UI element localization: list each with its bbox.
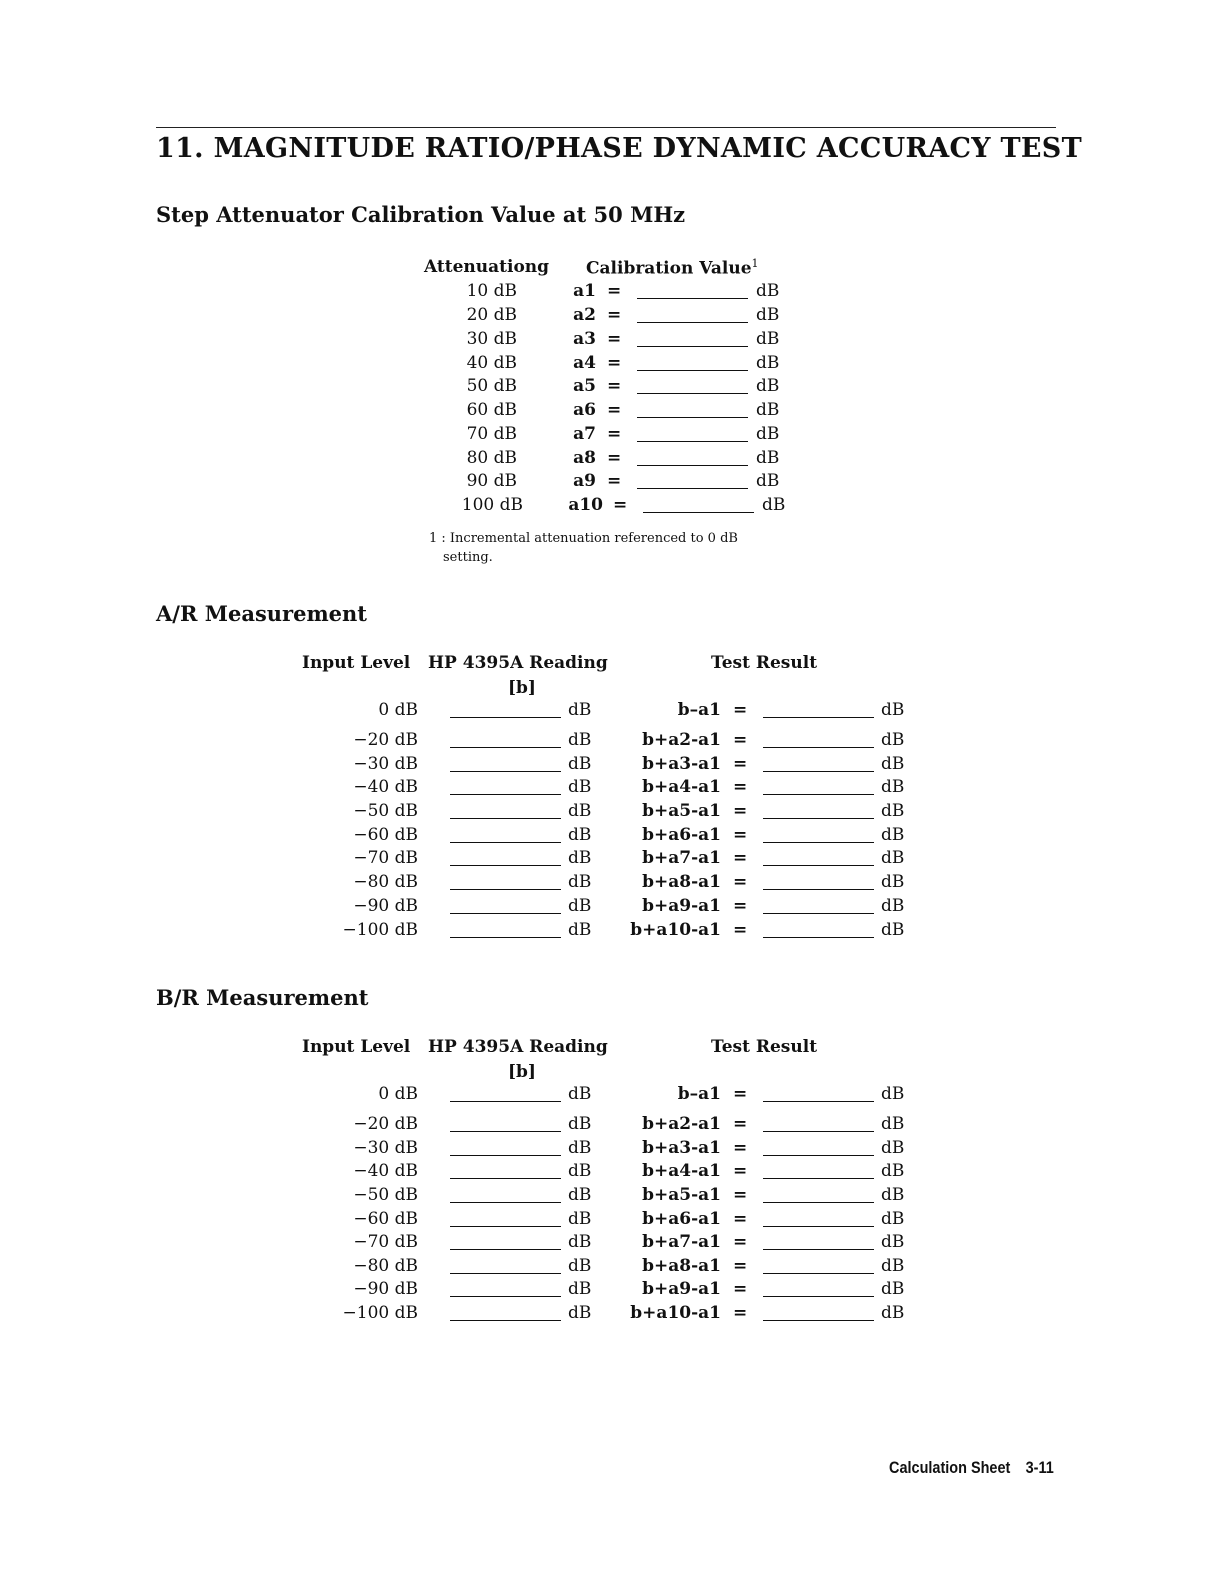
calibration-entry-field[interactable] (637, 465, 748, 466)
calibration-column-header (586, 257, 759, 279)
unit-label: dB (756, 471, 780, 491)
result-unit: dB (881, 1084, 905, 1104)
equals-sign: = (733, 872, 748, 892)
input-level: −100 dB (342, 920, 418, 940)
reading-entry-field[interactable] (450, 913, 561, 914)
result-unit: dB (881, 1303, 905, 1323)
equals-sign: = (607, 376, 622, 396)
equals-sign: = (733, 1161, 748, 1181)
reading-unit: dB (568, 1209, 592, 1229)
reading-entry-field[interactable] (450, 1320, 561, 1321)
equals-sign: = (607, 424, 622, 444)
input-level: 0 dB (378, 1084, 418, 1104)
result-entry-field[interactable] (763, 1296, 874, 1297)
ar-reading-subheader: [b] (508, 678, 536, 698)
reading-unit: dB (568, 700, 592, 720)
equals-sign: = (607, 353, 622, 373)
calibration-entry-field[interactable] (637, 488, 748, 489)
unit-label: dB (756, 424, 780, 444)
footer-section-title: Calculation Sheet (889, 1458, 1011, 1477)
reading-unit: dB (568, 1114, 592, 1134)
result-formula: b+a3-a1 (642, 1138, 721, 1158)
equals-sign: = (733, 1185, 748, 1205)
equals-sign: = (607, 471, 622, 491)
calibration-column-label: Calibration Value (586, 258, 752, 279)
reading-entry-field[interactable] (450, 717, 561, 718)
calibration-variable: a4 (573, 353, 596, 373)
result-formula: b+a8-a1 (642, 1256, 721, 1276)
result-formula: b+a5-a1 (642, 1185, 721, 1205)
result-entry-field[interactable] (763, 1320, 874, 1321)
result-unit: dB (881, 1256, 905, 1276)
equals-sign: = (733, 1256, 748, 1276)
input-level: −50 dB (353, 801, 418, 821)
calibration-entry-field[interactable] (637, 322, 748, 323)
input-level: −50 dB (353, 1185, 418, 1205)
reading-unit: dB (568, 920, 592, 940)
equals-sign: = (733, 754, 748, 774)
attenuation-column-header: Attenuationg (424, 257, 550, 277)
reading-entry-field[interactable] (450, 1249, 561, 1250)
result-formula: b–a1 (677, 700, 721, 720)
calibration-entry-field[interactable] (643, 512, 754, 513)
reading-unit: dB (568, 825, 592, 845)
result-unit: dB (881, 1232, 905, 1252)
input-level: −20 dB (353, 730, 418, 750)
result-formula: b+a2-a1 (642, 1114, 721, 1134)
reading-unit: dB (568, 1138, 592, 1158)
br-test-result-header: Test Result (711, 1037, 818, 1057)
unit-label: dB (756, 448, 780, 468)
reading-unit: dB (568, 1303, 592, 1323)
result-formula: b–a1 (677, 1084, 721, 1104)
unit-label: dB (756, 400, 780, 420)
reading-unit: dB (568, 1256, 592, 1276)
reading-unit: dB (568, 1161, 592, 1181)
top-rule (156, 127, 1056, 128)
footnote-line-1: 1 : Incremental attenuation referenced to 0 dB (429, 531, 738, 546)
result-unit: dB (881, 872, 905, 892)
result-unit: dB (881, 1279, 905, 1299)
equals-sign: = (607, 281, 622, 301)
input-level: −60 dB (353, 1209, 418, 1229)
attenuation-value: 50 dB (466, 376, 517, 396)
unit-label: dB (756, 376, 780, 396)
result-entry-field[interactable] (763, 1155, 874, 1156)
result-entry-field[interactable] (763, 747, 874, 748)
result-unit: dB (881, 730, 905, 750)
input-level: −80 dB (353, 872, 418, 892)
reading-entry-field[interactable] (450, 1273, 561, 1274)
reading-entry-field[interactable] (450, 1178, 561, 1179)
ar-input-level-header: Input Level (302, 653, 411, 673)
calibration-entry-field[interactable] (637, 298, 748, 299)
equals-sign: = (607, 329, 622, 349)
calibration-variable: a7 (573, 424, 596, 444)
unit-label: dB (756, 305, 780, 325)
result-entry-field[interactable] (763, 1131, 874, 1132)
equals-sign: = (733, 848, 748, 868)
calibration-entry-field[interactable] (637, 441, 748, 442)
calibration-entry-field[interactable] (637, 417, 748, 418)
reading-entry-field[interactable] (450, 1202, 561, 1203)
equals-sign: = (607, 305, 622, 325)
result-formula: b+a4-a1 (642, 777, 721, 797)
result-entry-field[interactable] (763, 913, 874, 914)
reading-unit: dB (568, 848, 592, 868)
input-level: −70 dB (353, 848, 418, 868)
result-formula: b+a9-a1 (642, 1279, 721, 1299)
result-formula: b+a8-a1 (642, 872, 721, 892)
calibration-variable: a3 (573, 329, 596, 349)
calibration-variable: a2 (573, 305, 596, 325)
br-measurement-heading: B/R Measurement (156, 985, 369, 1010)
result-entry-field[interactable] (763, 794, 874, 795)
equals-sign: = (733, 1232, 748, 1252)
input-level: −60 dB (353, 825, 418, 845)
input-level: −30 dB (353, 1138, 418, 1158)
page-title: 11. MAGNITUDE RATIO/PHASE DYNAMIC ACCURACY TEST (156, 133, 1082, 164)
equals-sign: = (733, 1209, 748, 1229)
reading-unit: dB (568, 1232, 592, 1252)
reading-unit: dB (568, 872, 592, 892)
input-level: −40 dB (353, 777, 418, 797)
result-unit: dB (881, 801, 905, 821)
result-formula: b+a2-a1 (642, 730, 721, 750)
attenuation-value: 80 dB (466, 448, 517, 468)
reading-unit: dB (568, 896, 592, 916)
result-entry-field[interactable] (763, 842, 874, 843)
reading-unit: dB (568, 801, 592, 821)
result-unit: dB (881, 700, 905, 720)
result-entry-field[interactable] (763, 865, 874, 866)
unit-label: dB (756, 329, 780, 349)
result-entry-field[interactable] (763, 1226, 874, 1227)
result-unit: dB (881, 1209, 905, 1229)
input-level: −40 dB (353, 1161, 418, 1181)
reading-entry-field[interactable] (450, 1101, 561, 1102)
ar-test-result-header: Test Result (711, 653, 818, 673)
equals-sign: = (733, 777, 748, 797)
input-level: −90 dB (353, 896, 418, 916)
footer-page-number: 3-11 (1025, 1458, 1054, 1477)
equals-sign: = (607, 400, 622, 420)
reading-entry-field[interactable] (450, 937, 561, 938)
input-level: −100 dB (342, 1303, 418, 1323)
calibration-variable: a6 (573, 400, 596, 420)
reading-unit: dB (568, 730, 592, 750)
step-attenuator-heading: Step Attenuator Calibration Value at 50 MHz (156, 202, 686, 227)
result-formula: b+a4-a1 (642, 1161, 721, 1181)
attenuation-value: 60 dB (466, 400, 517, 420)
input-level: −30 dB (353, 754, 418, 774)
calibration-variable: a8 (573, 448, 596, 468)
result-unit: dB (881, 920, 905, 940)
result-unit: dB (881, 777, 905, 797)
result-formula: b+a6-a1 (642, 1209, 721, 1229)
input-level: −20 dB (353, 1114, 418, 1134)
calibration-variable: a5 (573, 376, 596, 396)
result-formula: b+a9-a1 (642, 896, 721, 916)
reading-entry-field[interactable] (450, 794, 561, 795)
reading-entry-field[interactable] (450, 842, 561, 843)
result-unit: dB (881, 1161, 905, 1181)
br-input-level-header: Input Level (302, 1037, 411, 1057)
result-formula: b+a10-a1 (630, 920, 721, 940)
result-formula: b+a5-a1 (642, 801, 721, 821)
result-entry-field[interactable] (763, 1273, 874, 1274)
reading-unit: dB (568, 777, 592, 797)
result-unit: dB (881, 1185, 905, 1205)
result-entry-field[interactable] (763, 717, 874, 718)
reading-unit: dB (568, 754, 592, 774)
reading-unit: dB (568, 1279, 592, 1299)
input-level: −80 dB (353, 1256, 418, 1276)
equals-sign: = (733, 1084, 748, 1104)
calibration-entry-field[interactable] (637, 370, 748, 371)
result-unit: dB (881, 754, 905, 774)
reading-entry-field[interactable] (450, 1296, 561, 1297)
calibration-footnote-marker: 1 (751, 257, 759, 270)
result-unit: dB (881, 825, 905, 845)
input-level: −90 dB (353, 1279, 418, 1299)
attenuation-value: 20 dB (466, 305, 517, 325)
equals-sign: = (733, 1114, 748, 1134)
br-reading-subheader: [b] (508, 1062, 536, 1082)
input-level: −70 dB (353, 1232, 418, 1252)
br-reading-header: HP 4395A Reading (428, 1037, 608, 1057)
attenuation-value: 30 dB (466, 329, 517, 349)
reading-unit: dB (568, 1084, 592, 1104)
equals-sign: = (733, 1279, 748, 1299)
equals-sign: = (607, 448, 622, 468)
reading-entry-field[interactable] (450, 818, 561, 819)
equals-sign: = (733, 730, 748, 750)
input-level: 0 dB (378, 700, 418, 720)
reading-entry-field[interactable] (450, 889, 561, 890)
result-unit: dB (881, 848, 905, 868)
result-entry-field[interactable] (763, 1178, 874, 1179)
result-formula: b+a3-a1 (642, 754, 721, 774)
attenuation-value: 70 dB (466, 424, 517, 444)
reading-entry-field[interactable] (450, 747, 561, 748)
equals-sign: = (733, 1138, 748, 1158)
calibration-entry-field[interactable] (637, 393, 748, 394)
equals-sign: = (733, 801, 748, 821)
result-formula: b+a6-a1 (642, 825, 721, 845)
result-unit: dB (881, 1114, 905, 1134)
ar-reading-header: HP 4395A Reading (428, 653, 608, 673)
calibration-entry-field[interactable] (637, 346, 748, 347)
footnote-line-2: setting. (443, 550, 493, 565)
reading-entry-field[interactable] (450, 865, 561, 866)
attenuation-value: 40 dB (466, 353, 517, 373)
equals-sign: = (613, 495, 628, 515)
attenuation-value: 100 dB (461, 495, 523, 515)
unit-label: dB (756, 281, 780, 301)
reading-entry-field[interactable] (450, 1131, 561, 1132)
reading-entry-field[interactable] (450, 1155, 561, 1156)
result-formula: b+a7-a1 (642, 848, 721, 868)
result-entry-field[interactable] (763, 818, 874, 819)
result-entry-field[interactable] (763, 1249, 874, 1250)
equals-sign: = (733, 920, 748, 940)
result-unit: dB (881, 896, 905, 916)
equals-sign: = (733, 825, 748, 845)
page-footer (874, 1458, 1054, 1478)
calibration-variable: a1 (573, 281, 596, 301)
result-entry-field[interactable] (763, 771, 874, 772)
result-entry-field[interactable] (763, 889, 874, 890)
equals-sign: = (733, 700, 748, 720)
result-formula: b+a7-a1 (642, 1232, 721, 1252)
calibration-variable: a10 (568, 495, 603, 515)
result-entry-field[interactable] (763, 1101, 874, 1102)
result-formula: b+a10-a1 (630, 1303, 721, 1323)
ar-measurement-heading: A/R Measurement (156, 601, 368, 626)
attenuation-value: 10 dB (466, 281, 517, 301)
attenuation-value: 90 dB (466, 471, 517, 491)
reading-unit: dB (568, 1185, 592, 1205)
unit-label: dB (762, 495, 786, 515)
unit-label: dB (756, 353, 780, 373)
result-entry-field[interactable] (763, 937, 874, 938)
reading-entry-field[interactable] (450, 1226, 561, 1227)
equals-sign: = (733, 1303, 748, 1323)
equals-sign: = (733, 896, 748, 916)
reading-entry-field[interactable] (450, 771, 561, 772)
result-entry-field[interactable] (763, 1202, 874, 1203)
calibration-variable: a9 (573, 471, 596, 491)
result-unit: dB (881, 1138, 905, 1158)
